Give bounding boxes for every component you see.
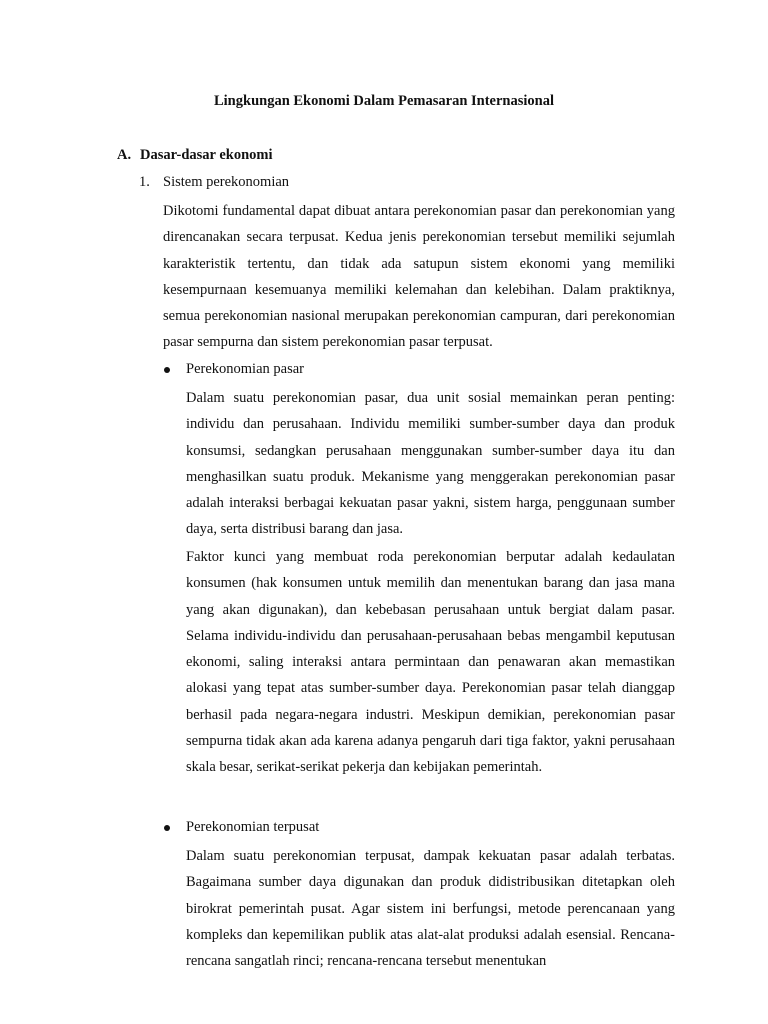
section-letter: A. [117, 147, 132, 163]
document-title: Lingkungan Ekonomi Dalam Pemasaran Internasional [213, 93, 554, 109]
subsection-number: 1. [139, 174, 150, 190]
bullet-item-perekonomian-terpusat [186, 819, 319, 836]
bullet-icon [164, 367, 170, 373]
section-heading-text: Dasar-dasar ekonomi [140, 147, 273, 163]
section-heading [117, 147, 273, 164]
subsection-heading-text: Sistem perekonomian [163, 174, 290, 190]
subsection-heading [139, 174, 289, 191]
bullet-2-paragraph-1: Dalam suatu perekonomian terpusat, dampak kekuatan pasar adalah terbatas. Bagaimana sumber daya digunakan dan produk didistribusikan ditetapkan oleh birokrat pemerintah pusat. Agar sistem ini berfungsi, metode perencanaan yang kompleks dan kepemilikan publik atas alat-alat produksi adalah esensial. Rencana-rencana sangatlah rinci; rencana-rencana tersebut menentukan [186, 848, 675, 970]
bullet-1-paragraph-2: Faktor kunci yang membuat roda perekonomian berputar adalah kedaulatan konsumen (hak konsumen untuk memilih dan menentukan barang dan jasa mana yang akan digunakan), dan kebebasan perusahaan untuk bergiat dalam pasar. Selama individu-individu dan perusahaan-perusahaan bebas mengambil keputusan ekonomi, saling interaksi antara permintaan dan penawaran akan memastikan alokasi yang tepat atas sumber-sumber daya. Perekonomian pasar telah dianggap berhasil pada negara-negara industri. Meskipun demikian, perekonomian pasar sempurna tidak akan ada karena adanya pengaruh dari tiga faktor, yakni perusahaan skala besar, serikat-serikat pekerja dan kebijakan pemerintah. [186, 549, 675, 776]
intro-paragraph: Dikotomi fundamental dapat dibuat antara perekonomian pasar dan perekonomian yang direncanakan secara terpusat. Kedua jenis perekonomian tersebut memiliki sejumlah karakteristik tertentu, dan tidak ada satupun sistem ekonomi yang memiliki kesempurnaan kesemuanya memiliki kelemahan dan kelebihan. Dalam praktiknya, semua perekonomian nasional merupakan perekonomian campuran, dari perekonomian pasar sempurna dan sistem perekonomian pasar terpusat. [163, 203, 675, 351]
bullet-item-perekonomian-pasar [186, 361, 304, 378]
bullet-label: Perekonomian terpusat [186, 819, 320, 835]
bullet-1-paragraph-1: Dalam suatu perekonomian pasar, dua unit sosial memainkan peran penting: individu dan perusahaan. Individu memiliki sumber-sumber daya dan produk konsumsi, sedangkan perusahaan menggunakan sumber-sumber daya itu dan menghasilkan suatu produk. Mekanisme yang menggerakan perekonomian pasar adalah interaksi berbagai kekuatan pasar yakni, sistem harga, penggunaan sumber daya, serta distribusi barang dan jasa. [186, 390, 675, 538]
bullet-label: Perekonomian pasar [186, 361, 304, 377]
bullet-icon [164, 825, 170, 831]
